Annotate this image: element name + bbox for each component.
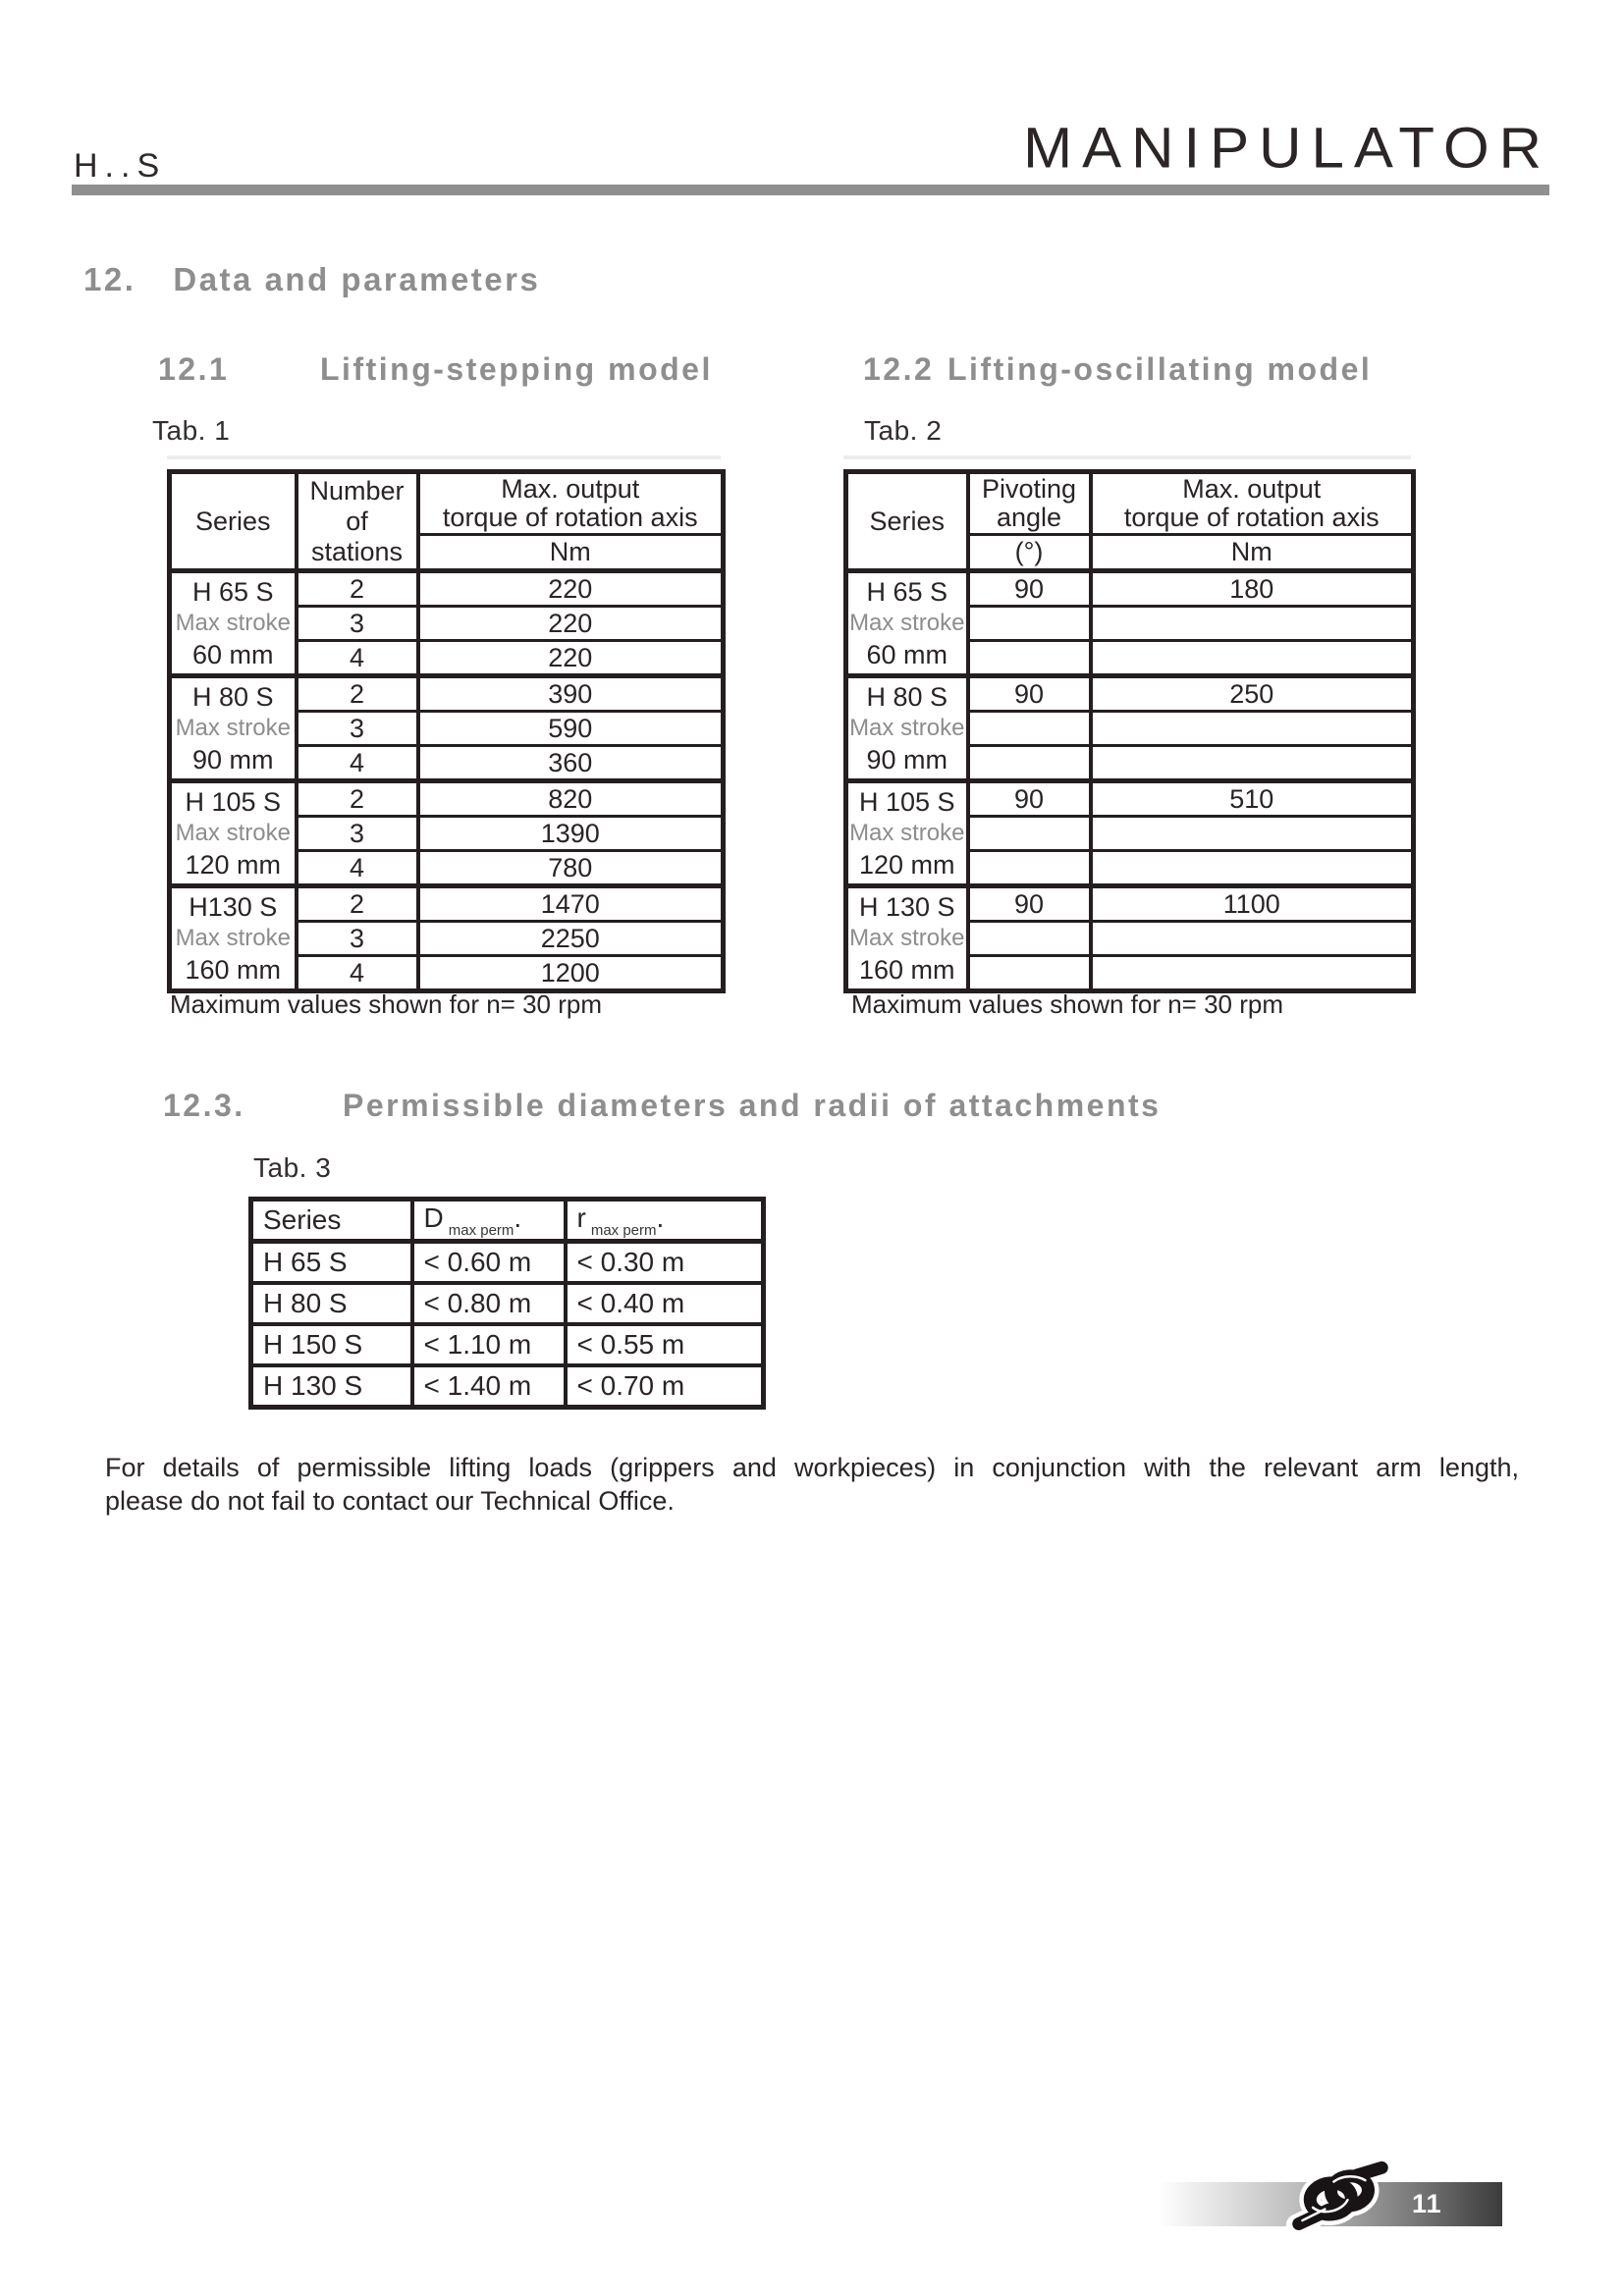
series-cell: H 65 S: [251, 1242, 412, 1284]
torque-cell: 250: [1091, 676, 1414, 712]
section-12-3-number: 12.3.: [163, 1088, 245, 1123]
torque-cell: [1091, 712, 1414, 746]
angle-cell: [968, 851, 1091, 886]
angle-cell: 90: [968, 781, 1091, 817]
stations-cell: 2: [297, 676, 418, 712]
torque-cell: 1200: [418, 956, 724, 991]
knot-logo-icon: [1282, 2160, 1396, 2232]
torque-cell: [1091, 851, 1414, 886]
section-12-2-number: 12.2: [863, 351, 935, 387]
tab1-header-unit: Nm: [418, 535, 724, 571]
tab1-header-series: Series: [170, 472, 297, 571]
tab1-header-torque: Max. output torque of rotation axis: [418, 472, 724, 535]
note-paragraph: [105, 1451, 1519, 1518]
section-12-1-number: 12.1: [158, 351, 230, 387]
stations-cell: 2: [297, 571, 418, 607]
tab2-caption: Maximum values shown for n= 30 rpm: [851, 989, 1284, 1019]
stations-cell: 2: [297, 886, 418, 922]
tab2-header-unit: Nm: [1091, 535, 1414, 571]
torque-cell: 820: [418, 781, 724, 817]
torque-cell: 220: [418, 641, 724, 676]
torque-cell: 360: [418, 746, 724, 781]
section-12-2-title: Lifting-oscillating model: [947, 351, 1373, 387]
stations-cell: 4: [297, 641, 418, 676]
tab3-table: [248, 1197, 766, 1410]
series-cell: H 130 S: [251, 1365, 412, 1408]
radius-cell: < 0.40 m: [566, 1283, 764, 1324]
section-12-title: Data and parameters: [173, 261, 541, 297]
angle-cell: [968, 607, 1091, 641]
tab2-header-series: Series: [846, 472, 968, 571]
tab3-header-d-max-perm: D $_{max perm}$.: [412, 1200, 566, 1242]
diameter-cell: < 0.60 m: [412, 1242, 566, 1284]
radius-cell: < 0.55 m: [566, 1324, 764, 1365]
tab2-series-cell: H 65 S Max stroke 60 mm: [846, 571, 968, 676]
page-number: 11: [1412, 2189, 1442, 2218]
tab2-header-angle-unit: (°): [968, 535, 1091, 571]
torque-cell: [1091, 746, 1414, 781]
tab1-label: Tab. 1: [152, 415, 231, 446]
section-12-heading: [83, 261, 540, 298]
torque-cell: 510: [1091, 781, 1414, 817]
torque-cell: 180: [1091, 571, 1414, 607]
stations-cell: 3: [297, 607, 418, 641]
radius-cell: < 0.30 m: [566, 1242, 764, 1284]
torque-cell: 2250: [418, 922, 724, 956]
stations-cell: 4: [297, 746, 418, 781]
stations-cell: 3: [297, 922, 418, 956]
diameter-cell: < 0.80 m: [412, 1283, 566, 1324]
torque-cell: 220: [418, 571, 724, 607]
torque-cell: 220: [418, 607, 724, 641]
torque-cell: [1091, 607, 1414, 641]
torque-cell: [1091, 817, 1414, 851]
tab1-series-cell: H 80 S Max stroke 90 mm: [170, 676, 297, 781]
torque-cell: 1390: [418, 817, 724, 851]
tab3-header-series: Series: [251, 1200, 412, 1242]
product-code: H..S: [74, 147, 167, 185]
angle-cell: [968, 956, 1091, 991]
angle-cell: 90: [968, 886, 1091, 922]
torque-cell: 390: [418, 676, 724, 712]
tab1-table: [167, 469, 726, 993]
torque-cell: 1100: [1091, 886, 1414, 922]
tab2-header-angle: Pivoting angle: [968, 472, 1091, 535]
angle-cell: 90: [968, 676, 1091, 712]
note-line-2: please do not fail to contact our Technical Office.: [105, 1486, 675, 1516]
tab2-header-torque: Max. output torque of rotation axis: [1091, 472, 1414, 535]
stations-cell: 4: [297, 851, 418, 886]
tab2-series-cell: H 105 S Max stroke 120 mm: [846, 781, 968, 886]
diameter-cell: < 1.40 m: [412, 1365, 566, 1408]
scan-shade-strip: [843, 455, 1411, 459]
radius-cell: < 0.70 m: [566, 1365, 764, 1408]
tab2-table: [843, 469, 1416, 993]
tab1-series-cell: H 105 S Max stroke 120 mm: [170, 781, 297, 886]
angle-cell: [968, 746, 1091, 781]
angle-cell: [968, 922, 1091, 956]
torque-cell: [1091, 922, 1414, 956]
angle-cell: [968, 712, 1091, 746]
note-line-1: For details of permissible lifting loads (grippers and workpieces) in conjunction with the relevant arm length,: [105, 1453, 1519, 1482]
header-divider: [72, 185, 1549, 195]
angle-cell: [968, 817, 1091, 851]
section-12-3-title: Permissible diameters and radii of attachments: [343, 1088, 1162, 1123]
tab1-series-cell: H130 S Max stroke 160 mm: [170, 886, 297, 991]
stations-cell: 2: [297, 781, 418, 817]
angle-cell: [968, 641, 1091, 676]
tab1-series-cell: H 65 S Max stroke 60 mm: [170, 571, 297, 676]
brand-logotype: MANIPULATOR: [1023, 115, 1551, 181]
section-12-1-title: Lifting-stepping model: [320, 351, 713, 387]
section-12-number: 12.: [83, 261, 136, 297]
torque-cell: 590: [418, 712, 724, 746]
stations-cell: 3: [297, 817, 418, 851]
tab2-series-cell: H 80 S Max stroke 90 mm: [846, 676, 968, 781]
tab2-series-cell: H 130 S Max stroke 160 mm: [846, 886, 968, 991]
stations-cell: 3: [297, 712, 418, 746]
torque-cell: 1470: [418, 886, 724, 922]
series-cell: H 150 S: [251, 1324, 412, 1365]
tab1-caption: Maximum values shown for n= 30 rpm: [170, 989, 603, 1019]
torque-cell: [1091, 641, 1414, 676]
torque-cell: 780: [418, 851, 724, 886]
diameter-cell: < 1.10 m: [412, 1324, 566, 1365]
tab2-label: Tab. 2: [864, 415, 943, 446]
scan-shade-strip: [167, 455, 721, 459]
stations-cell: 4: [297, 956, 418, 991]
angle-cell: 90: [968, 571, 1091, 607]
series-cell: H 80 S: [251, 1283, 412, 1324]
torque-cell: [1091, 956, 1414, 991]
tab3-label: Tab. 3: [253, 1152, 332, 1183]
tab1-header-stations: Number of stations: [297, 472, 418, 571]
tab3-header-r-max-perm: r $_{max perm}$.: [566, 1200, 764, 1242]
